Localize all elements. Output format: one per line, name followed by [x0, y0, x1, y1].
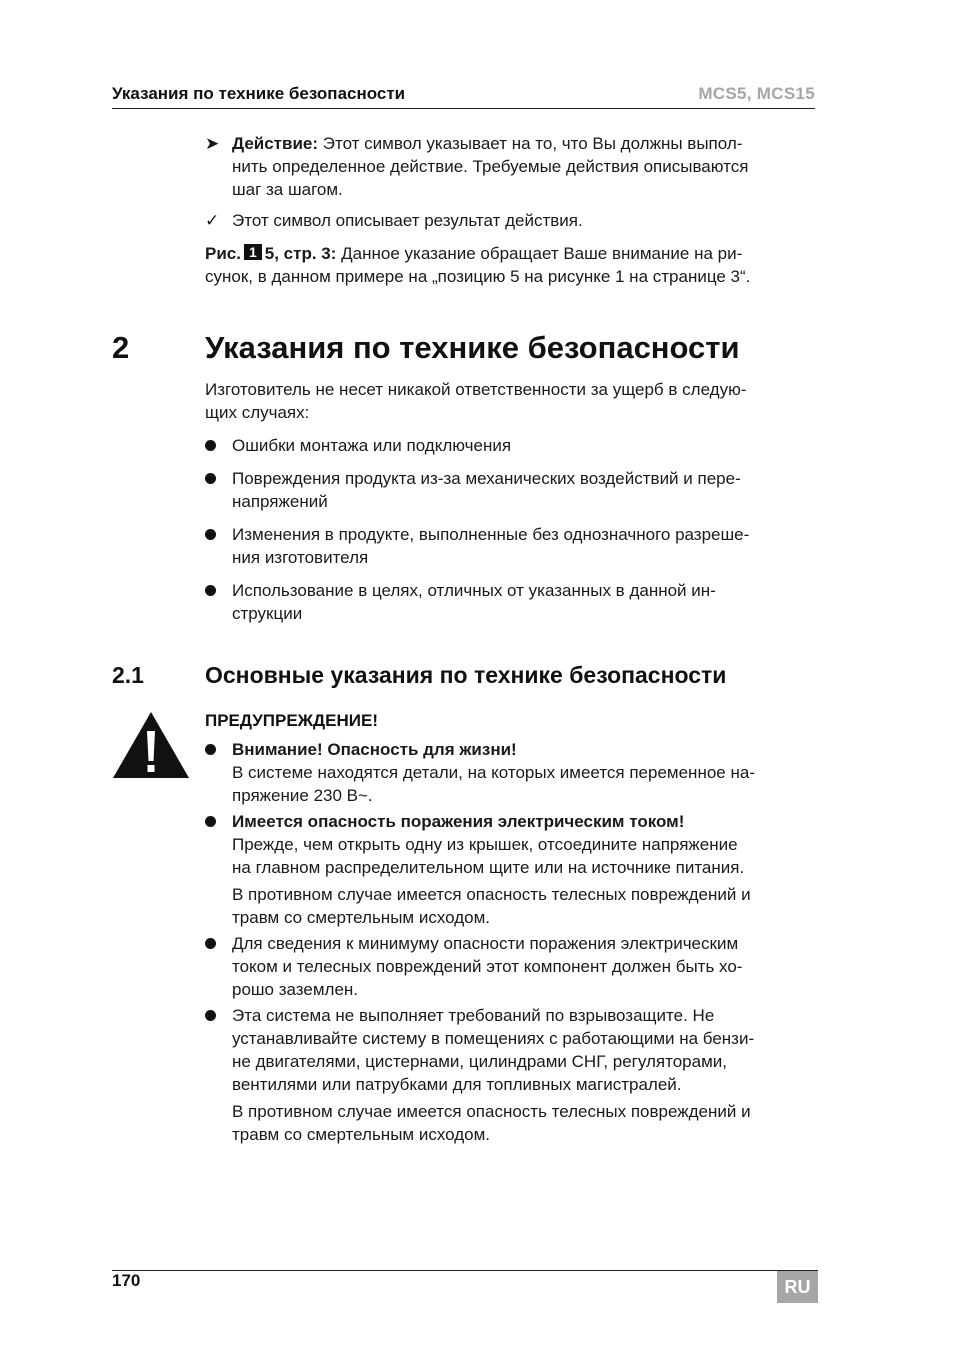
figure-ref-suffix: 5, стр. 3: [264, 244, 337, 263]
section-2-number: 2 [112, 330, 130, 365]
action-label: Действие: [232, 134, 319, 153]
warning-item-line1: Для сведения к минимуму опасности поражения электрическим [232, 934, 739, 953]
list-item-line1: Использование в целях, отличных от указанных в данной ин- [232, 581, 716, 600]
warning-item-heading: Имеется опасность поражения электрическим током! [232, 812, 685, 831]
warning-item [205, 1004, 820, 1146]
list-item-line2: ния изготовителя [232, 548, 369, 567]
section-2-title: Указания по технике безопасности [205, 330, 740, 365]
warning-item-line1: Эта система не выполняет требований по взрывозащите. Не [232, 1006, 715, 1025]
section-2-intro-line2: щих случаях: [205, 403, 310, 422]
warning-item [205, 738, 820, 807]
header-divider [112, 108, 815, 109]
warning-item-line1: Прежде, чем открыть одну из крышек, отсоедините напряжение [232, 835, 738, 854]
warning-item-line4: вентилями или патрубками для топливных магистралей. [232, 1075, 682, 1094]
warning-item-line2: током и телесных повреждений этот компонент должен быть хо- [232, 957, 743, 976]
warning-item-line3: рошо заземлен. [232, 980, 359, 999]
bullet-icon [205, 744, 216, 755]
warning-item [205, 810, 820, 929]
bullet-icon [205, 1010, 216, 1021]
list-item [205, 523, 820, 569]
figure-ref-text-line1: Данное указание обращает Ваше внимание на ри- [341, 244, 743, 263]
list-item-line1: Повреждения продукта из-за механических воздействий и пере- [232, 469, 741, 488]
warning-item-extra-line1: В противном случае имеется опасность телесных повреждений и [232, 885, 751, 904]
bullet-icon [205, 440, 216, 451]
warning-item-extra-line2: травм со смертельным исходом. [232, 1125, 490, 1144]
warning-item-extra-line1: В противном случае имеется опасность телесных повреждений и [232, 1102, 751, 1121]
bullet-icon [205, 816, 216, 827]
bullet-icon [205, 938, 216, 949]
list-item-line2: напряжений [232, 492, 328, 511]
list-item [205, 467, 820, 513]
action-arrow-icon: ➤ [205, 134, 220, 153]
list-item-line1: Изменения в продукте, выполненные без однозначного разреше- [232, 525, 750, 544]
figure-number-box: 1 [244, 244, 262, 260]
list-item [205, 579, 820, 625]
language-badge: RU [777, 1271, 818, 1303]
bullet-icon [205, 473, 216, 484]
warning-item [205, 932, 820, 1001]
warning-triangle-icon [112, 711, 190, 779]
list-item-line1: Ошибки монтажа или подключения [232, 436, 512, 455]
bullet-icon [205, 529, 216, 540]
running-header-title: Указания по технике безопасности [112, 84, 406, 103]
checkmark-icon: ✓ [205, 211, 220, 230]
warning-item-line3: не двигателями, цистернами, цилиндрами СНГ, регуляторами, [232, 1052, 728, 1071]
warning-item-heading: Внимание! Опасность для жизни! [232, 740, 517, 759]
figure-reference-description [205, 242, 820, 288]
running-header-models: MCS5, MCS15 [698, 84, 815, 103]
warning-item-line2: устанавливайте систему в помещениях с работающими на бензи- [232, 1029, 755, 1048]
warning-item-line1: В системе находятся детали, на которых имеется переменное на- [232, 763, 755, 782]
action-text-line3: шаг за шагом. [232, 180, 343, 199]
action-symbol-description [205, 132, 820, 201]
section-2-intro-line1: Изготовитель не несет никакой ответственности за ущерб в следую- [205, 380, 747, 399]
action-text-line2: нить определенное действие. Требуемые действия описываются [232, 157, 749, 176]
action-text-line1: Этот символ указывает на то, что Вы должны выпол- [322, 134, 743, 153]
figure-ref-prefix: Рис. [205, 244, 241, 263]
section-2-1-number: 2.1 [112, 662, 144, 688]
list-item [205, 434, 820, 457]
warning-item-extra-line2: травм со смертельным исходом. [232, 908, 490, 927]
bullet-icon [205, 585, 216, 596]
result-text: Этот символ описывает результат действия. [232, 211, 583, 230]
result-symbol-description [205, 209, 820, 232]
list-item-line2: струкции [232, 604, 303, 623]
section-2-1-title: Основные указания по технике безопасности [205, 662, 727, 688]
warning-item-line2: пряжение 230 В~. [232, 786, 373, 805]
warning-title: ПРЕДУПРЕЖДЕНИЕ! [205, 711, 378, 730]
section-2-intro [205, 378, 820, 424]
figure-ref-text-line2: сунок, в данном примере на „позицию 5 на рисунке 1 на странице 3“. [205, 267, 751, 286]
page-number: 170 [112, 1271, 141, 1290]
warning-item-line2: на главном распределительном щите или на источнике питания. [232, 858, 745, 877]
footer-divider [112, 1270, 818, 1271]
